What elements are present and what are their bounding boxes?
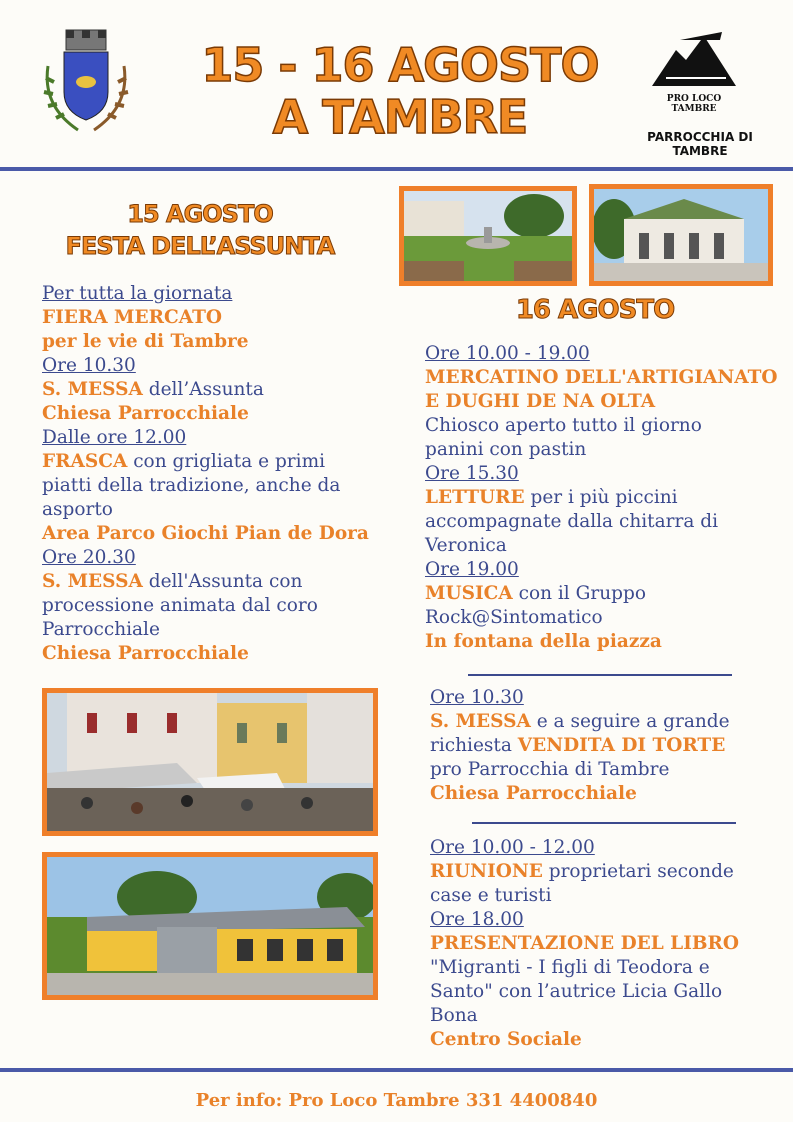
event-text: richiesta [430, 735, 518, 756]
event-text: Santo" con l’autrice Licia Gallo [430, 981, 723, 1002]
coat-of-arms [38, 26, 134, 138]
church-hall-photo [589, 184, 773, 286]
event-title: VENDITA DI TORTE [517, 735, 726, 756]
event-text: Bona [430, 1005, 478, 1026]
event-location: Centro Sociale [430, 1029, 582, 1050]
day16-schedule-c [430, 836, 739, 1052]
time-label: Ore 20.30 [42, 547, 136, 568]
event-text: dell’Assunta [142, 379, 264, 400]
event-text: accompagnate dalla chitarra di [425, 511, 718, 532]
event-text: piatti della tradizione, anche da [42, 475, 341, 496]
event-text: Veronica [425, 535, 507, 556]
event-title: E DUGHI DE NA OLTA [425, 391, 656, 412]
parrocchia-label: PARROCCHIA DI TAMBRE [647, 130, 753, 158]
community-center-photo [42, 852, 378, 1000]
event-title: RIUNIONE [430, 861, 543, 882]
event-title: MUSICA [425, 583, 513, 604]
day15-heading: 15 AGOSTO [127, 200, 273, 228]
event-text: pro Parrocchia di Tambre [430, 759, 670, 780]
event-text: dell'Assunta con [142, 571, 303, 592]
title-line-2: A TAMBRE [272, 90, 528, 144]
time-label: Ore 10.00 - 12.00 [430, 837, 595, 858]
time-label: Ore 10.30 [430, 687, 524, 708]
event-title: MERCATINO DELL'ARTIGIANATO [425, 367, 778, 388]
day15-subheading: FESTA DELL’ASSUNTA [65, 232, 335, 260]
event-title: LETTURE [425, 487, 525, 508]
fountain-photo [399, 186, 577, 286]
event-text: con il Gruppo [512, 583, 646, 604]
event-location: per le vie di Tambre [42, 331, 249, 352]
event-text: e a seguire a grande [530, 711, 730, 732]
event-text: processione animata dal coro [42, 595, 318, 616]
day16-schedule-b [430, 686, 730, 806]
day15-schedule [42, 282, 369, 666]
event-title: S. MESSA [42, 379, 143, 400]
event-text: "Migranti - I figli di Teodora e [430, 957, 710, 978]
footer-contact: Per info: Pro Loco Tambre 331 4400840 [195, 1090, 598, 1111]
day16-heading: 16 AGOSTO [515, 295, 675, 325]
event-location: Chiesa Parrocchiale [430, 783, 637, 804]
event-text: Rock@Sintomatico [425, 607, 603, 628]
time-label: Ore 18.00 [430, 909, 524, 930]
event-text: asporto [42, 499, 113, 520]
day16-schedule-a [425, 342, 778, 654]
event-title: S. MESSA [42, 571, 143, 592]
proloco-logo [646, 30, 742, 114]
event-text: per i più piccini [524, 487, 678, 508]
top-divider [0, 167, 793, 171]
section-divider [472, 822, 736, 824]
time-label: Ore 19.00 [425, 559, 519, 580]
time-label: Ore 10.00 - 19.00 [425, 343, 590, 364]
proloco-logo-text: PRO LOCO TAMBRE [666, 94, 722, 114]
event-title: FIERA MERCATO [42, 307, 222, 328]
bottom-divider [0, 1068, 793, 1072]
section-divider [468, 674, 732, 676]
event-text: Parrocchiale [42, 619, 160, 640]
time-label: Ore 15.30 [425, 463, 519, 484]
event-text: case e turisti [430, 885, 552, 906]
title-line-1: 15 - 16 AGOSTO [201, 38, 599, 92]
time-label: Per tutta la giornata [42, 283, 233, 304]
event-location: Area Parco Giochi Pian de Dora [42, 523, 369, 544]
time-label: Ore 10.30 [42, 355, 136, 376]
event-location: Chiesa Parrocchiale [42, 643, 249, 664]
event-text: Chiosco aperto tutto il giorno [425, 415, 702, 436]
event-title: S. MESSA [430, 711, 531, 732]
event-location: In fontana della piazza [425, 631, 662, 652]
event-title: PRESENTAZIONE DEL LIBRO [430, 933, 739, 954]
event-title: FRASCA [42, 451, 128, 472]
time-label: Dalle ore 12.00 [42, 427, 187, 448]
event-text: con grigliata e primi [127, 451, 326, 472]
market-photo [42, 688, 378, 836]
event-text: proprietari seconde [542, 861, 734, 882]
event-text: panini con pastin [425, 439, 587, 460]
event-location: Chiesa Parrocchiale [42, 403, 249, 424]
